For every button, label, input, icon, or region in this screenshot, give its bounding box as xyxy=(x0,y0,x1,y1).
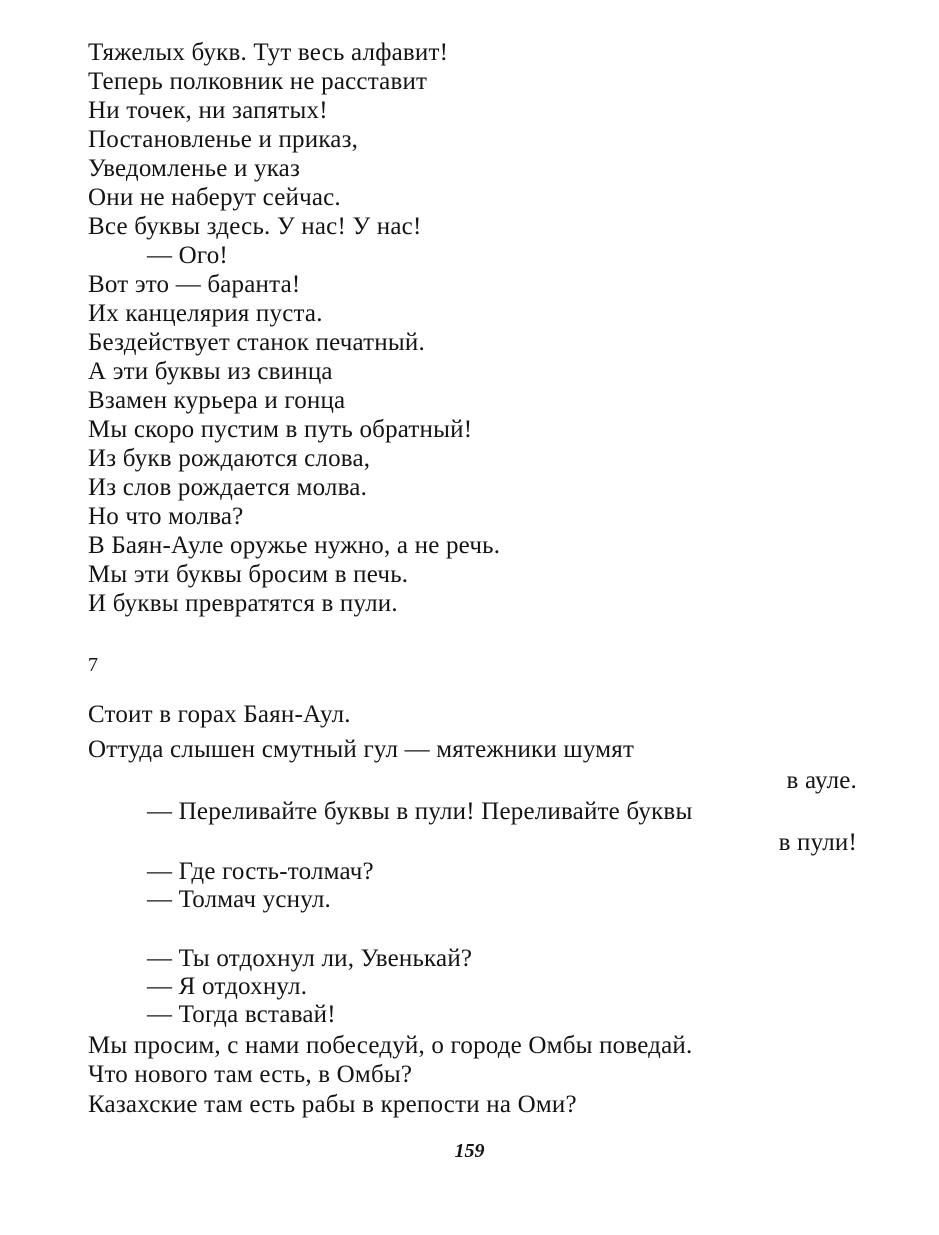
section-number: 7 xyxy=(88,654,99,676)
verse-line: — Толмач уснул. xyxy=(147,886,331,913)
verse-line: — Ого! xyxy=(147,242,228,269)
verse-line: — Где гость-толмач? xyxy=(147,858,374,885)
verse-line-continuation: в ауле. xyxy=(786,767,857,794)
verse-line: В Баян-Ауле оружье нужно, а не речь. xyxy=(88,532,501,559)
verse-line-continuation: в пули! xyxy=(778,829,857,856)
verse-line: Они не наберут сейчас. xyxy=(88,184,341,211)
verse-line: И буквы превратятся в пули. xyxy=(88,590,398,617)
verse-line: Ни точек, ни запятых! xyxy=(88,97,328,124)
verse-line: Из слов рождается молва. xyxy=(88,474,368,501)
verse-line: Казахские там есть рабы в крепости на Оми? xyxy=(88,1091,577,1118)
verse-line: Но что молва? xyxy=(88,503,244,530)
verse-line: Мы просим, с нами побеседуй, о городе Омбы поведай. xyxy=(88,1032,693,1059)
verse-line: Тяжелых букв. Тут весь алфавит! xyxy=(88,39,449,66)
verse-line: Взамен курьера и гонца xyxy=(88,387,346,414)
verse-line: — Тогда вставай! xyxy=(147,1001,336,1028)
verse-line: Из букв рождаются слова, xyxy=(88,445,371,472)
verse-line: Уведомленье и указ xyxy=(88,155,301,182)
page-number: 159 xyxy=(454,1140,485,1162)
verse-line: А эти буквы из свинца xyxy=(88,358,333,385)
verse-line: Постановленье и приказ, xyxy=(88,126,359,153)
verse-line: Мы скоро пустим в путь обратный! xyxy=(88,416,473,443)
verse-line: — Я отдохнул. xyxy=(147,973,308,1000)
verse-line: Стоит в горах Баян-Аул. xyxy=(88,701,351,728)
verse-line: Бездействует станок печатный. xyxy=(88,329,425,356)
verse-line: Оттуда слышен смутный гул — мятежники шумят xyxy=(88,736,635,763)
verse-line: — Переливайте буквы в пули! Переливайте буквы xyxy=(147,798,693,825)
verse-line: Мы эти буквы бросим в печь. xyxy=(88,561,409,588)
verse-line: Вот это — баранта! xyxy=(88,271,301,298)
verse-line: Теперь полковник не расставит xyxy=(88,68,428,95)
verse-line: Что нового там есть, в Омбы? xyxy=(88,1061,413,1088)
verse-line: Все буквы здесь. У нас! У нас! xyxy=(88,213,422,240)
verse-line: Их канцелярия пуста. xyxy=(88,300,323,327)
verse-line: — Ты отдохнул ли, Увенькай? xyxy=(147,945,473,972)
